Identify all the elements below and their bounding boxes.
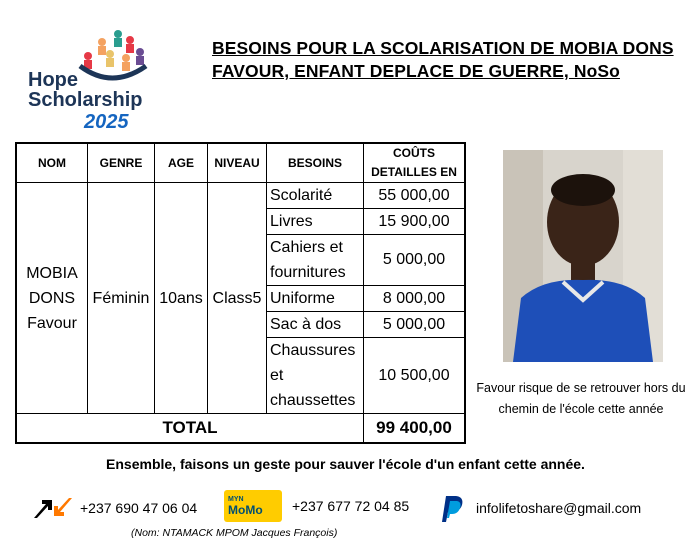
slogan: Ensemble, faisons un geste pour sauver l'école d'un enfant cette année. [106, 456, 585, 472]
account-holder-note: (Nom: NTAMACK MPOM Jacques François) [131, 527, 338, 539]
orange-phone: +237 690 47 06 04 [80, 500, 198, 516]
cell-age: 10ans [155, 183, 208, 414]
cell-nom: MOBIA DONS Favour [16, 183, 88, 414]
total-label: TOTAL [16, 414, 364, 444]
header-age: AGE [155, 143, 208, 183]
child-photo [503, 150, 663, 362]
hope-scholarship-logo [22, 20, 172, 132]
photo-caption: Favour risque de se retrouver hors du chemin de l'école cette année [476, 381, 686, 416]
momo-logo-line1: MYN [228, 495, 244, 503]
header-couts-line1: COÛTS [393, 146, 435, 160]
child-photo-illustration [503, 150, 663, 362]
paypal-icon [434, 492, 466, 524]
header-besoins: BESOINS [267, 143, 364, 183]
cell-besoin: Scolarité [267, 183, 364, 209]
cell-besoin: Livres [267, 209, 364, 235]
paypal-contact [434, 492, 641, 524]
logo-word-hope: Hope [28, 69, 78, 91]
cell-besoin: Chaussures et chaussettes [267, 338, 364, 414]
header-genre: GENRE [88, 143, 155, 183]
momo-phone: +237 677 72 04 85 [292, 498, 410, 514]
cell-cout: 15 900,00 [364, 209, 466, 235]
header-nom: NOM [16, 143, 88, 183]
mtn-momo-icon [224, 490, 282, 522]
children-figures-icon [84, 30, 144, 71]
logo-word-scholarship: Scholarship [28, 89, 143, 111]
header-couts [364, 143, 466, 183]
total-row [16, 414, 465, 444]
cell-niveau: Class5 [208, 183, 267, 414]
page-title: BESOINS POUR LA SCOLARISATION DE MOBIA DONS FAVOUR, ENFANT DEPLACE DE GUERRE, NoSo [212, 38, 674, 81]
header-couts-line2: DETAILLES EN [371, 165, 457, 179]
table-row [16, 183, 465, 209]
contact-email: infolifetoshare@gmail.com [476, 500, 642, 516]
cell-besoin: Sac à dos [267, 312, 364, 338]
cell-cout: 55 000,00 [364, 183, 466, 209]
cell-besoin: Uniforme [267, 286, 364, 312]
needs-table [15, 142, 466, 444]
cell-cout: 5 000,00 [364, 235, 466, 286]
orange-contact [32, 496, 197, 520]
cell-genre: Féminin [88, 183, 155, 414]
cell-cout: 5 000,00 [364, 312, 466, 338]
table-header-row [16, 143, 465, 183]
cell-besoin: Cahiers et fournitures [267, 235, 364, 286]
momo-contact [224, 490, 409, 522]
orange-money-icon [32, 496, 74, 520]
logo-year: 2025 [84, 111, 129, 132]
logo-graphic [22, 20, 172, 132]
cell-cout: 8 000,00 [364, 286, 466, 312]
momo-logo-line2: MoMo [228, 502, 263, 517]
total-value: 99 400,00 [364, 414, 466, 444]
header-niveau: NIVEAU [208, 143, 267, 183]
cell-cout: 10 500,00 [364, 338, 466, 414]
